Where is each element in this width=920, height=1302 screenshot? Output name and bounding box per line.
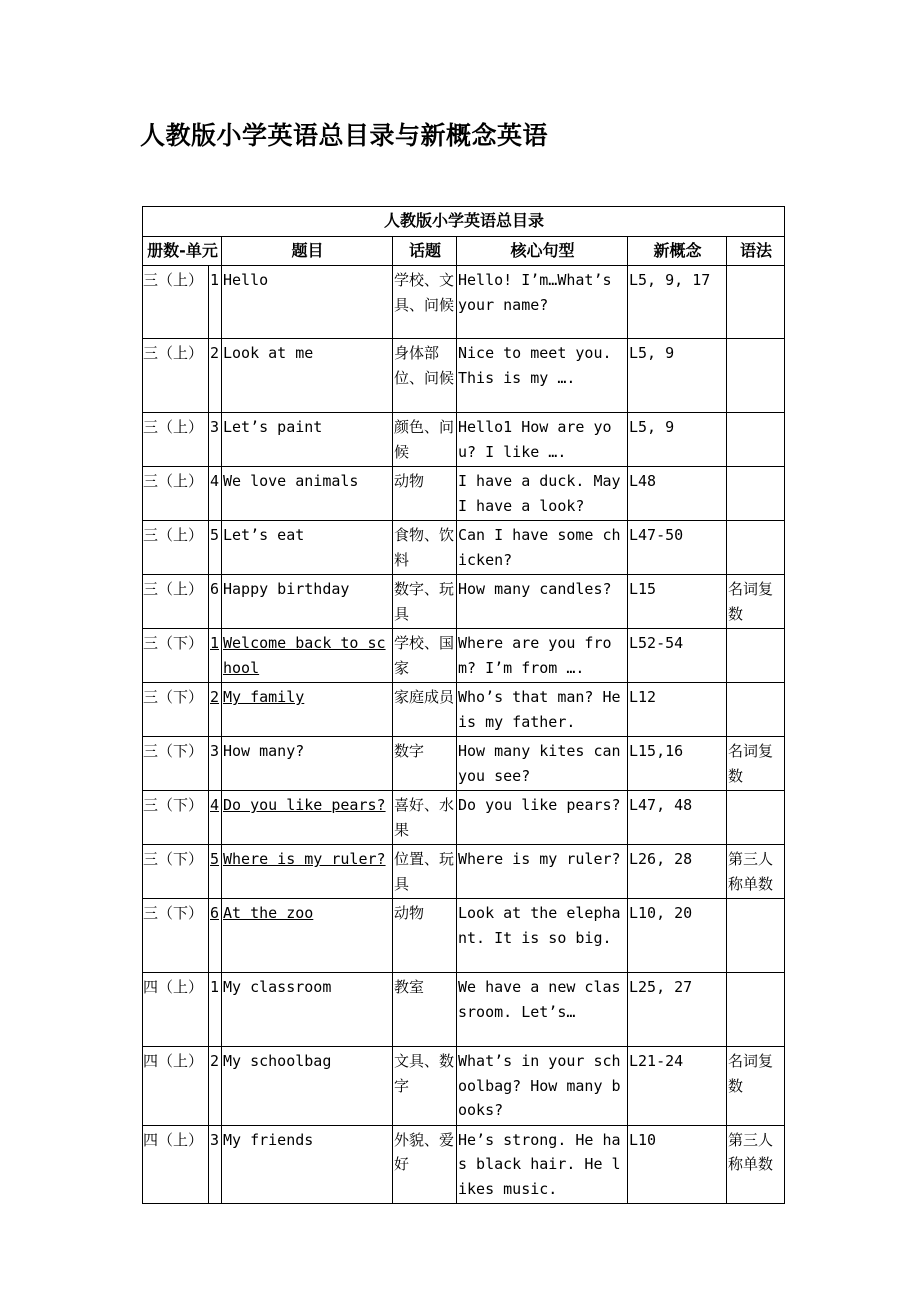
- table-row: [143, 1125, 785, 1204]
- sentence-cell: Nice to meet you. This is my ….: [457, 339, 628, 413]
- book-cell: 四（上）: [143, 973, 209, 1047]
- table-row: [143, 413, 785, 467]
- table-header-row: [143, 236, 785, 266]
- title-cell: Hello: [222, 266, 393, 339]
- unit-cell: 5: [209, 845, 222, 899]
- grammar-cell: 名词复数: [727, 575, 785, 629]
- unit-cell: 1: [209, 266, 222, 339]
- topic-cell: 文具、数字: [393, 1047, 457, 1126]
- topic-cell: 数字、玩具: [393, 575, 457, 629]
- header-core-sentence: 核心句型: [457, 236, 628, 266]
- new-concept-cell: L47, 48: [628, 791, 727, 845]
- grammar-cell: 第三人称单数: [727, 1125, 785, 1204]
- title-cell: Where is my ruler?: [222, 845, 393, 899]
- title-cell: Let’s eat: [222, 521, 393, 575]
- unit-cell: 2: [209, 1047, 222, 1126]
- book-cell: 三（下）: [143, 737, 209, 791]
- table-caption: 人教版小学英语总目录: [143, 207, 785, 237]
- grammar-cell: [727, 973, 785, 1047]
- topic-cell: 教室: [393, 973, 457, 1047]
- book-cell: 四（上）: [143, 1047, 209, 1126]
- table-row: [143, 683, 785, 737]
- table-row: [143, 791, 785, 845]
- header-book-unit: 册数-单元: [143, 236, 222, 266]
- toc-table: [142, 206, 785, 1204]
- title-cell: Do you like pears?: [222, 791, 393, 845]
- unit-cell: 1: [209, 629, 222, 683]
- unit-cell: 5: [209, 521, 222, 575]
- book-cell: 三（上）: [143, 413, 209, 467]
- grammar-cell: [727, 791, 785, 845]
- sentence-cell: Can I have some chicken?: [457, 521, 628, 575]
- topic-cell: 食物、饮料: [393, 521, 457, 575]
- sentence-cell: We have a new classroom. Let’s…: [457, 973, 628, 1047]
- topic-cell: 外貌、爱好: [393, 1125, 457, 1204]
- sentence-cell: Look at the elephant. It is so big.: [457, 899, 628, 973]
- title-cell: How many?: [222, 737, 393, 791]
- title-cell: My family: [222, 683, 393, 737]
- table-row: [143, 266, 785, 339]
- header-topic: 话题: [393, 236, 457, 266]
- topic-cell: 动物: [393, 899, 457, 973]
- title-cell: We love animals: [222, 467, 393, 521]
- new-concept-cell: L10, 20: [628, 899, 727, 973]
- unit-cell: 3: [209, 737, 222, 791]
- sentence-cell: Do you like pears?: [457, 791, 628, 845]
- grammar-cell: [727, 521, 785, 575]
- sentence-cell: What’s in your schoolbag? How many books?: [457, 1047, 628, 1126]
- table-caption-row: [143, 207, 785, 237]
- grammar-cell: [727, 629, 785, 683]
- title-cell: My schoolbag: [222, 1047, 393, 1126]
- table-row: [143, 973, 785, 1047]
- topic-cell: 学校、国家: [393, 629, 457, 683]
- sentence-cell: I have a duck. May I have a look?: [457, 467, 628, 521]
- unit-cell: 4: [209, 791, 222, 845]
- grammar-cell: 名词复数: [727, 1047, 785, 1126]
- book-cell: 四（上）: [143, 1125, 209, 1204]
- title-cell: My friends: [222, 1125, 393, 1204]
- grammar-cell: 名词复数: [727, 737, 785, 791]
- sentence-cell: He’s strong. He has black hair. He likes music.: [457, 1125, 628, 1204]
- topic-cell: 喜好、水果: [393, 791, 457, 845]
- table-row: [143, 899, 785, 973]
- new-concept-cell: L15: [628, 575, 727, 629]
- title-cell: Look at me: [222, 339, 393, 413]
- sentence-cell: Where is my ruler?: [457, 845, 628, 899]
- unit-cell: 2: [209, 339, 222, 413]
- header-new-concept: 新概念: [628, 236, 727, 266]
- new-concept-cell: L5, 9: [628, 413, 727, 467]
- grammar-cell: [727, 413, 785, 467]
- header-title: 题目: [222, 236, 393, 266]
- title-cell: At the zoo: [222, 899, 393, 973]
- grammar-cell: 第三人称单数: [727, 845, 785, 899]
- topic-cell: 位置、玩具: [393, 845, 457, 899]
- sentence-cell: How many candles?: [457, 575, 628, 629]
- topic-cell: 身体部位、问候: [393, 339, 457, 413]
- book-cell: 三（上）: [143, 467, 209, 521]
- document-title: 人教版小学英语总目录与新概念英语: [140, 121, 549, 150]
- book-cell: 三（下）: [143, 899, 209, 973]
- unit-cell: 3: [209, 413, 222, 467]
- book-cell: 三（上）: [143, 339, 209, 413]
- new-concept-cell: L5, 9: [628, 339, 727, 413]
- book-cell: 三（下）: [143, 791, 209, 845]
- book-cell: 三（下）: [143, 845, 209, 899]
- grammar-cell: [727, 266, 785, 339]
- sentence-cell: Hello1 How are you? I like ….: [457, 413, 628, 467]
- table-row: [143, 845, 785, 899]
- book-cell: 三（上）: [143, 266, 209, 339]
- new-concept-cell: L52-54: [628, 629, 727, 683]
- topic-cell: 家庭成员: [393, 683, 457, 737]
- header-grammar: 语法: [727, 236, 785, 266]
- title-cell: Welcome back to school: [222, 629, 393, 683]
- unit-cell: 2: [209, 683, 222, 737]
- sentence-cell: Hello! I’m…What’s your name?: [457, 266, 628, 339]
- book-cell: 三（下）: [143, 683, 209, 737]
- title-cell: My classroom: [222, 973, 393, 1047]
- topic-cell: 动物: [393, 467, 457, 521]
- unit-cell: 4: [209, 467, 222, 521]
- grammar-cell: [727, 339, 785, 413]
- unit-cell: 1: [209, 973, 222, 1047]
- table-row: [143, 1047, 785, 1126]
- sentence-cell: Where are you from? I’m from ….: [457, 629, 628, 683]
- topic-cell: 数字: [393, 737, 457, 791]
- new-concept-cell: L21-24: [628, 1047, 727, 1126]
- new-concept-cell: L48: [628, 467, 727, 521]
- book-cell: 三（上）: [143, 575, 209, 629]
- sentence-cell: How many kites can you see?: [457, 737, 628, 791]
- title-cell: Let’s paint: [222, 413, 393, 467]
- grammar-cell: [727, 899, 785, 973]
- table-row: [143, 339, 785, 413]
- unit-cell: 3: [209, 1125, 222, 1204]
- book-cell: 三（上）: [143, 521, 209, 575]
- topic-cell: 学校、文具、问候: [393, 266, 457, 339]
- table-row: [143, 521, 785, 575]
- new-concept-cell: L12: [628, 683, 727, 737]
- grammar-cell: [727, 467, 785, 521]
- new-concept-cell: L47-50: [628, 521, 727, 575]
- new-concept-cell: L5, 9, 17: [628, 266, 727, 339]
- unit-cell: 6: [209, 899, 222, 973]
- table-row: [143, 629, 785, 683]
- book-cell: 三（下）: [143, 629, 209, 683]
- new-concept-cell: L15,16: [628, 737, 727, 791]
- title-cell: Happy birthday: [222, 575, 393, 629]
- new-concept-cell: L10: [628, 1125, 727, 1204]
- table-row: [143, 575, 785, 629]
- grammar-cell: [727, 683, 785, 737]
- sentence-cell: Who’s that man? He is my father.: [457, 683, 628, 737]
- new-concept-cell: L25, 27: [628, 973, 727, 1047]
- table-row: [143, 737, 785, 791]
- topic-cell: 颜色、问候: [393, 413, 457, 467]
- new-concept-cell: L26, 28: [628, 845, 727, 899]
- unit-cell: 6: [209, 575, 222, 629]
- table-row: [143, 467, 785, 521]
